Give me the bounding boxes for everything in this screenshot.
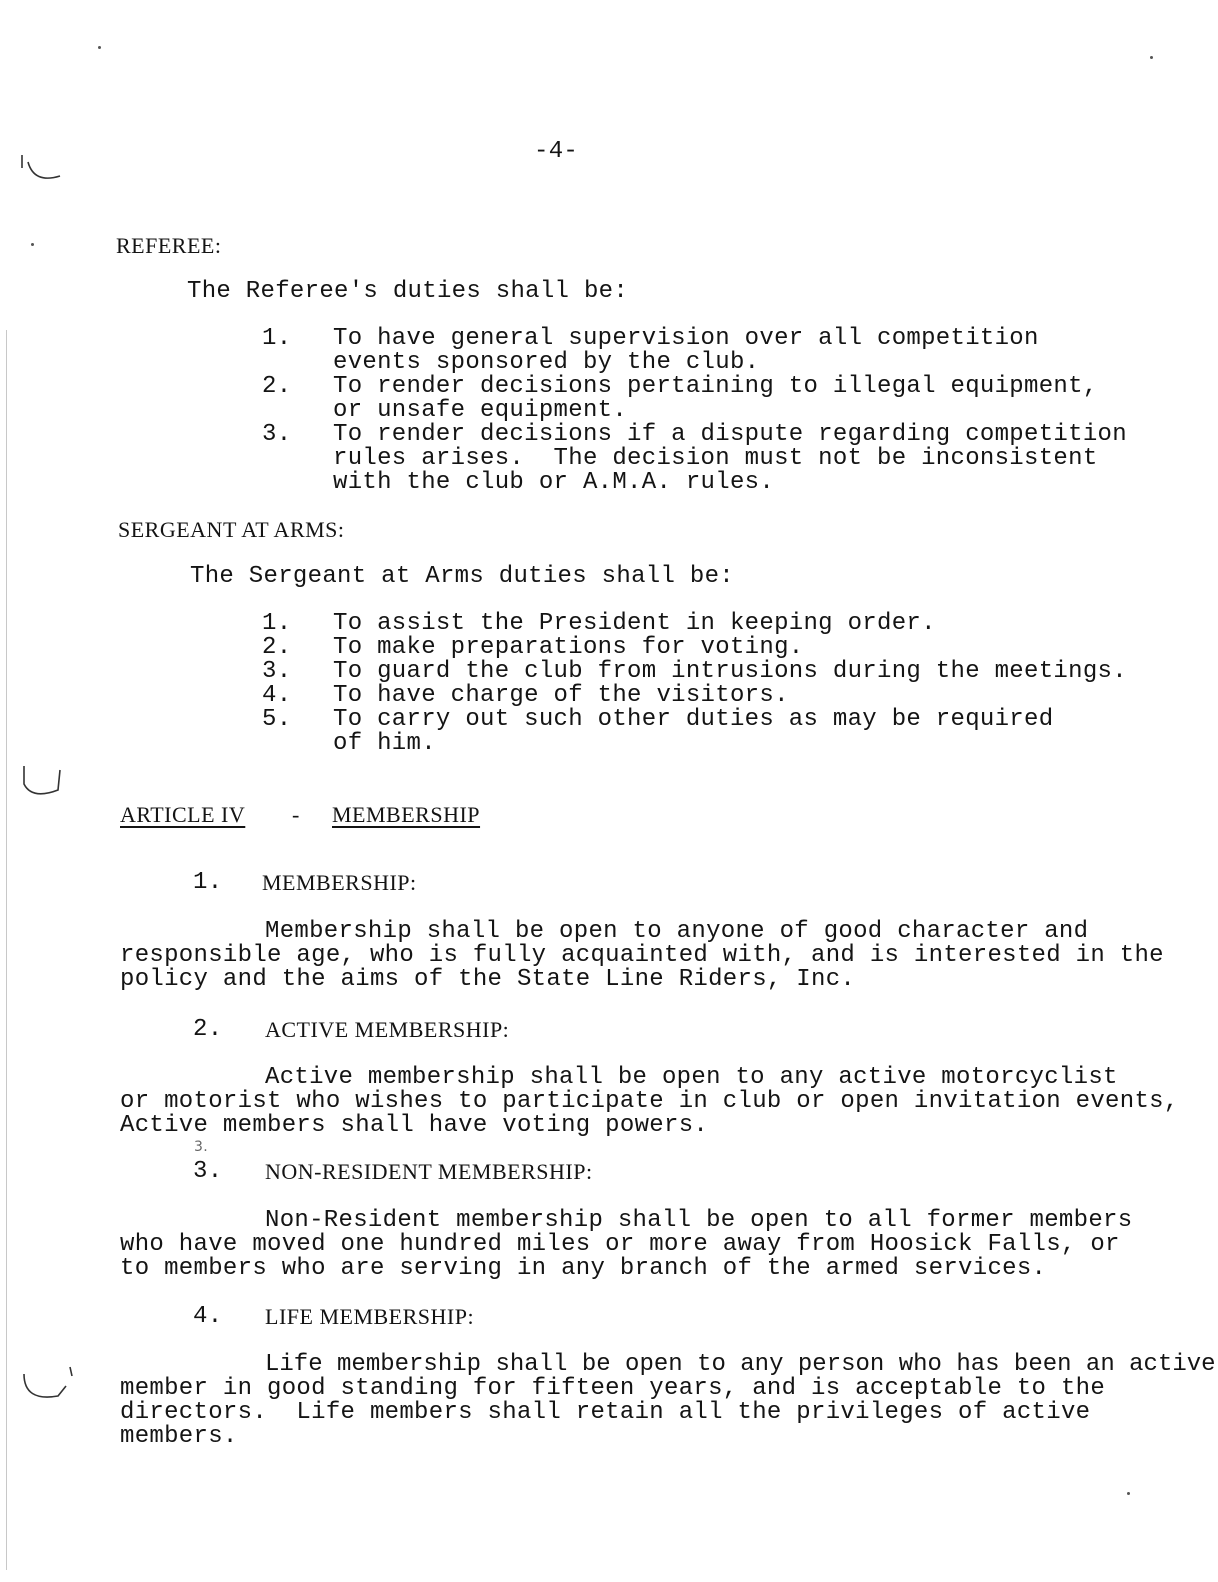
section-3-heading: NON-RESIDENT MEMBERSHIP: [265,1159,593,1184]
referee-item-3-line-2: rules arises. The decision must not be inconsistent [333,445,1098,472]
page-number: -4- [534,138,579,165]
section-1-heading: MEMBERSHIP: [262,870,417,895]
section-2-line-2: or motorist who wishes to participate in club or open invitation events, [120,1088,1179,1115]
section-3-line-1: Non-Resident membership shall be open to all former members [265,1207,1133,1234]
section-2-line-3: Active members shall have voting powers. [120,1112,709,1139]
referee-item-1-line-1: To have general supervision over all competition [333,325,1039,352]
scan-speck [31,243,34,246]
section-2-number: 2. [193,1016,223,1043]
scan-speck [1150,56,1153,59]
section-4-line-4: members. [120,1423,238,1450]
sergeant-item-5-number: 5. [262,706,292,733]
sergeant-item-5-line-2: of him. [333,730,436,757]
referee-item-1-line-2: events sponsored by the club. [333,349,760,376]
section-3-line-3: to members who are serving in any branch of the armed services. [120,1255,1047,1282]
section-1-line-3: policy and the aims of the State Line Riders, Inc. [120,966,856,993]
binder-hole-mark-middle [14,760,74,805]
referee-item-2-number: 2. [262,373,292,400]
referee-item-3-number: 3. [262,421,292,448]
sergeant-item-3-line-1: To guard the club from intrusions during the meetings. [333,658,1127,685]
sergeant-item-5-line-1: To carry out such other duties as may be required [333,706,1054,733]
referee-item-1-number: 1. [262,325,292,352]
sergeant-item-4-number: 4. [262,682,292,709]
referee-heading: REFEREE: [116,233,222,258]
binder-hole-mark-bottom [14,1362,84,1412]
section-2-heading: ACTIVE MEMBERSHIP: [265,1017,510,1042]
section-1-line-2: responsible age, who is fully acquainted with, and is interested in the [120,942,1164,969]
sergeant-item-4-line-1: To have charge of the visitors. [333,682,789,709]
section-2-line-1: Active membership shall be open to any active motorcyclist [265,1064,1118,1091]
sergeant-heading: SERGEANT AT ARMS: [118,517,345,542]
binder-hole-mark-top [14,150,74,190]
section-1-number: 1. [193,869,223,896]
section-4-line-2: member in good standing for fifteen years, and is acceptable to the [120,1375,1106,1402]
article-dash: - [292,802,300,827]
article-title: MEMBERSHIP [332,802,481,827]
sergeant-item-1-line-1: To assist the President in keeping order. [333,610,936,637]
scan-edge-line [6,330,7,1570]
referee-item-2-line-2: or unsafe equipment. [333,397,628,424]
scan-speck [1127,1492,1130,1495]
sergeant-item-3-number: 3. [262,658,292,685]
sergeant-intro: The Sergeant at Arms duties shall be: [190,563,734,590]
sergeant-item-1-number: 1. [262,610,292,637]
referee-item-3-line-3: with the club or A.M.A. rules. [333,469,775,496]
section-4-heading: LIFE MEMBERSHIP: [265,1304,475,1329]
sergeant-item-2-number: 2. [262,634,292,661]
section-3-number: 3. [193,1158,223,1185]
section-4-line-1: Life membership shall be open to any person who has been an active [265,1351,1216,1378]
handwritten-numeral-annotation: 3. [194,1139,208,1155]
section-4-number: 4. [193,1303,223,1330]
section-1-line-1: Membership shall be open to anyone of good character and [265,918,1089,945]
scan-speck [98,46,101,49]
section-3-line-2: who have moved one hundred miles or more away from Hoosick Falls, or [120,1231,1120,1258]
referee-item-3-line-1: To render decisions if a dispute regarding competition [333,421,1127,448]
referee-intro: The Referee's duties shall be: [187,278,629,305]
sergeant-item-2-line-1: To make preparations for voting. [333,634,804,661]
article-number: ARTICLE IV [120,802,246,827]
section-4-line-3: directors. Life members shall retain all the privileges of active [120,1399,1091,1426]
referee-item-2-line-1: To render decisions pertaining to illegal equipment, [333,373,1098,400]
